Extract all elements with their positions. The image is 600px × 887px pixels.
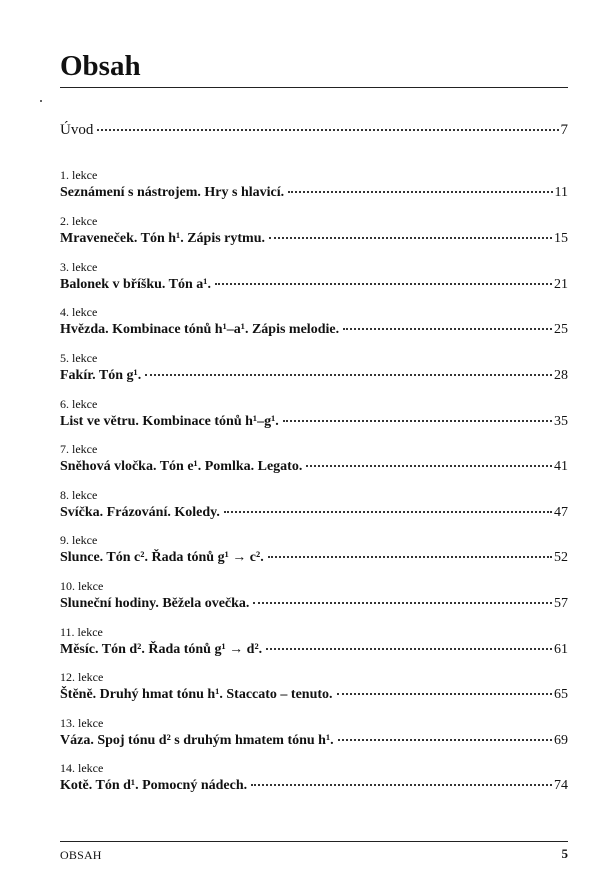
toc-entry-title: Slunce. Tón c². Řada tónů g¹ → c². (60, 550, 264, 565)
dot-leader (253, 602, 552, 604)
toc-entry-title: List ve větru. Kombinace tónů h¹–g¹. (60, 414, 279, 429)
page-title: Obsah (60, 50, 141, 82)
dot-leader (343, 328, 552, 330)
dot-leader (145, 374, 552, 376)
title-rule (60, 87, 568, 88)
toc-entry[interactable] (60, 414, 568, 430)
dot-leader (268, 556, 552, 558)
toc-entry-title: Úvod (60, 122, 94, 138)
toc-entry-page: 47 (554, 505, 568, 520)
toc-entry-page: 69 (554, 733, 568, 748)
lesson-number: 9. lekce (60, 533, 98, 547)
toc-entry-title: Seznámení s nástrojem. Hry s hlavicí. (60, 185, 285, 200)
toc-entry[interactable] (60, 368, 568, 384)
lesson-number: 3. lekce (60, 260, 98, 274)
dot-leader (269, 237, 552, 239)
toc-entry-title: Svíčka. Frázování. Koledy. (60, 505, 220, 520)
toc-entry-page: 65 (554, 687, 568, 702)
toc-entry-page: 41 (554, 459, 568, 474)
lesson-number: 13. lekce (60, 716, 104, 730)
dot-leader (306, 465, 552, 467)
toc-entry-page: 21 (554, 277, 568, 292)
toc-entry-title: Měsíc. Tón d². Řada tónů g¹ → d². (60, 642, 263, 657)
toc-entry-title: Váza. Spoj tónu d² s druhým hmatem tónu h¹. (60, 733, 334, 748)
toc-entry[interactable] (60, 642, 568, 658)
dot-leader (266, 648, 552, 650)
lesson-number: 7. lekce (60, 442, 98, 456)
lesson-number: 2. lekce (60, 214, 98, 228)
dot-leader (338, 739, 552, 741)
toc-entry[interactable] (60, 596, 568, 612)
dot-leader (251, 784, 552, 786)
toc-entry-title: Fakír. Tón g¹. (60, 368, 142, 383)
toc-entry-title: Štěně. Druhý hmat tónu h¹. Staccato – tenuto. (60, 687, 333, 702)
toc-entry-title: Mraveneček. Tón h¹. Zápis rytmu. (60, 231, 265, 246)
toc-entry-title: Balonek v bříšku. Tón a¹. (60, 277, 211, 292)
lesson-number: 1. lekce (60, 168, 98, 182)
footer-page-number: 5 (561, 846, 568, 861)
lesson-number: 6. lekce (60, 397, 98, 411)
footer-rule (60, 841, 568, 842)
lesson-number: 5. lekce (60, 351, 98, 365)
toc-entry[interactable] (60, 322, 568, 338)
toc-entry-title: Kotě. Tón d¹. Pomocný nádech. (60, 778, 248, 793)
toc-entry[interactable] (60, 277, 568, 293)
toc-entry-title: Sluneční hodiny. Běžela ovečka. (60, 596, 250, 611)
dot-leader (224, 511, 552, 513)
toc-entry-page: 57 (554, 596, 568, 611)
toc-entry-page: 11 (554, 185, 568, 200)
toc-entry-intro[interactable] (60, 122, 568, 138)
toc-entry-page: 7 (560, 122, 568, 138)
toc-entry[interactable] (60, 733, 568, 749)
toc-entry-title: Hvězda. Kombinace tónů h¹–a¹. Zápis melodie. (60, 322, 340, 337)
lesson-number: 12. lekce (60, 670, 104, 684)
toc-entry-page: 74 (554, 778, 568, 793)
toc-entry[interactable] (60, 459, 568, 475)
toc-entry-page: 61 (554, 642, 568, 657)
toc-entry-page: 28 (554, 368, 568, 383)
toc-entry[interactable] (60, 231, 568, 247)
toc-entry-page: 52 (554, 550, 568, 565)
lesson-number: 11. lekce (60, 625, 103, 639)
footer-label: OBSAH (60, 848, 102, 862)
lesson-number: 10. lekce (60, 579, 104, 593)
lesson-number: 14. lekce (60, 761, 104, 775)
toc-entry[interactable] (60, 778, 568, 794)
dot-leader (337, 693, 552, 695)
dot-leader (97, 129, 558, 131)
lesson-number: 8. lekce (60, 488, 98, 502)
dot-leader (288, 191, 552, 193)
dot-leader (283, 420, 552, 422)
toc-entry-title: Sněhová vločka. Tón e¹. Pomlka. Legato. (60, 459, 303, 474)
toc-entry[interactable] (60, 185, 568, 201)
toc-entry-page: 15 (554, 231, 568, 246)
toc-entry[interactable] (60, 505, 568, 521)
toc-entry[interactable] (60, 550, 568, 566)
toc-entry-page: 25 (554, 322, 568, 337)
dot-leader (215, 283, 552, 285)
toc-entry-page: 35 (554, 414, 568, 429)
page-speck (40, 100, 42, 102)
lesson-number: 4. lekce (60, 305, 98, 319)
toc-entry[interactable] (60, 687, 568, 703)
